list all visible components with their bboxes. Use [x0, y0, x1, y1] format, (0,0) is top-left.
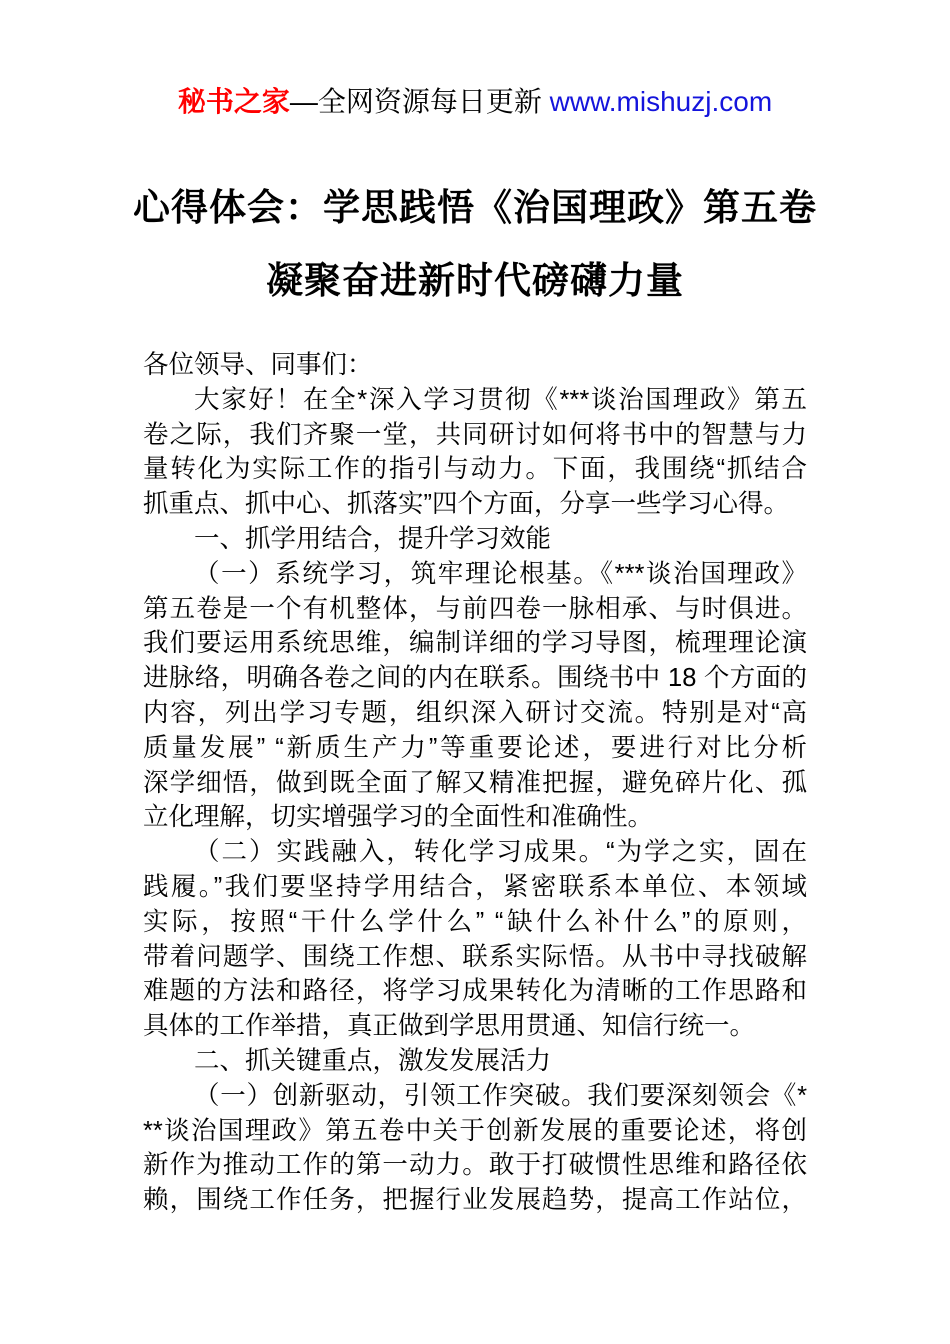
text-line: （一）系统学习，筑牢理论根基。《***谈治国理政》: [194, 559, 807, 588]
text-line: 难题的方法和路径，将学习成果转化为清晰的工作思路和: [143, 977, 807, 1006]
text-line: 进脉络，明确各卷之间的内在联系。围绕书中 18 个方面的: [143, 664, 807, 693]
text-line: 赖，围绕工作任务，把握行业发展趋势，提高工作站位，: [143, 1186, 807, 1215]
text-line: 卷之际，我们齐聚一堂，共同研讨如何将书中的智慧与力: [143, 420, 807, 449]
paragraph-salutation: [143, 348, 807, 383]
text-line: 带着问题学、围绕工作想、联系实际悟。从书中寻找破解: [143, 942, 807, 971]
paragraph-section-1-2: [143, 835, 807, 1044]
text-line: 践履。”我们要坚持学用结合，紧密联系本单位、本领域: [143, 872, 807, 901]
document-title-line-2: 凝聚奋进新时代磅礴力量: [266, 260, 684, 301]
header-separator: —: [289, 86, 318, 117]
text-line: （一）创新驱动，引领工作突破。我们要深刻领会《*: [194, 1081, 807, 1110]
site-url-link[interactable]: www.mishuzj.com: [549, 86, 773, 117]
text-line: 各位领导、同事们：: [143, 351, 373, 379]
text-line: 第五卷是一个有机整体，与前四卷一脉相承、与时俱进。: [143, 594, 807, 623]
document-title: [0, 171, 950, 317]
paragraph-intro: [143, 383, 807, 522]
text-line: 我们要运用系统思维，编制详细的学习导图，梳理理论演: [143, 629, 807, 658]
text-line: 实际，按照“干什么学什么” “缺什么补什么”的原则，: [143, 907, 807, 936]
text-line: 具体的工作举措，真正做到学思用贯通、知信行统一。: [143, 1012, 756, 1041]
text-line: 内容，列出学习专题，组织深入研讨交流。特别是对“高: [143, 698, 807, 727]
paragraph-section-1-1: [143, 557, 807, 835]
paragraph-heading-1: [143, 522, 807, 557]
paragraph-heading-2: [143, 1044, 807, 1079]
document-body: [143, 348, 807, 1218]
text-line: （二）实践融入，转化学习成果。“为学之实，固在: [194, 838, 807, 867]
text-line: 二、抓关键重点，激发发展活力: [194, 1046, 552, 1075]
site-brand: 秘书之家: [177, 86, 290, 117]
text-line: 质量发展” “新质生产力”等重要论述，要进行对比分析: [143, 733, 807, 762]
site-header: [0, 84, 950, 120]
header-tagline: 全网资源每日更新: [317, 86, 550, 117]
text-line: 抓重点、抓中心、抓落实”四个方面，分享一些学习心得。: [143, 490, 789, 519]
paragraph-section-2-1: [143, 1079, 807, 1218]
text-line: 大家好！在全*深入学习贯彻《***谈治国理政》第五: [194, 385, 807, 414]
text-line: 一、抓学用结合，提升学习效能: [194, 524, 552, 553]
text-line: 新作为推动工作的第一动力。敢于打破惯性思维和路径依: [143, 1151, 807, 1180]
text-line: 深学细悟，做到既全面了解又精准把握，避免碎片化、孤: [143, 768, 807, 797]
text-line: **谈治国理政》第五卷中关于创新发展的重要论述，将创: [143, 1116, 807, 1145]
text-line: 量转化为实际工作的指引与动力。下面，我围绕“抓结合: [143, 455, 807, 484]
document-title-line-1: 心得体会：学思践悟《治国理政》第五卷: [133, 187, 817, 228]
text-line: 立化理解，切实增强学习的全面性和准确性。: [143, 803, 654, 832]
